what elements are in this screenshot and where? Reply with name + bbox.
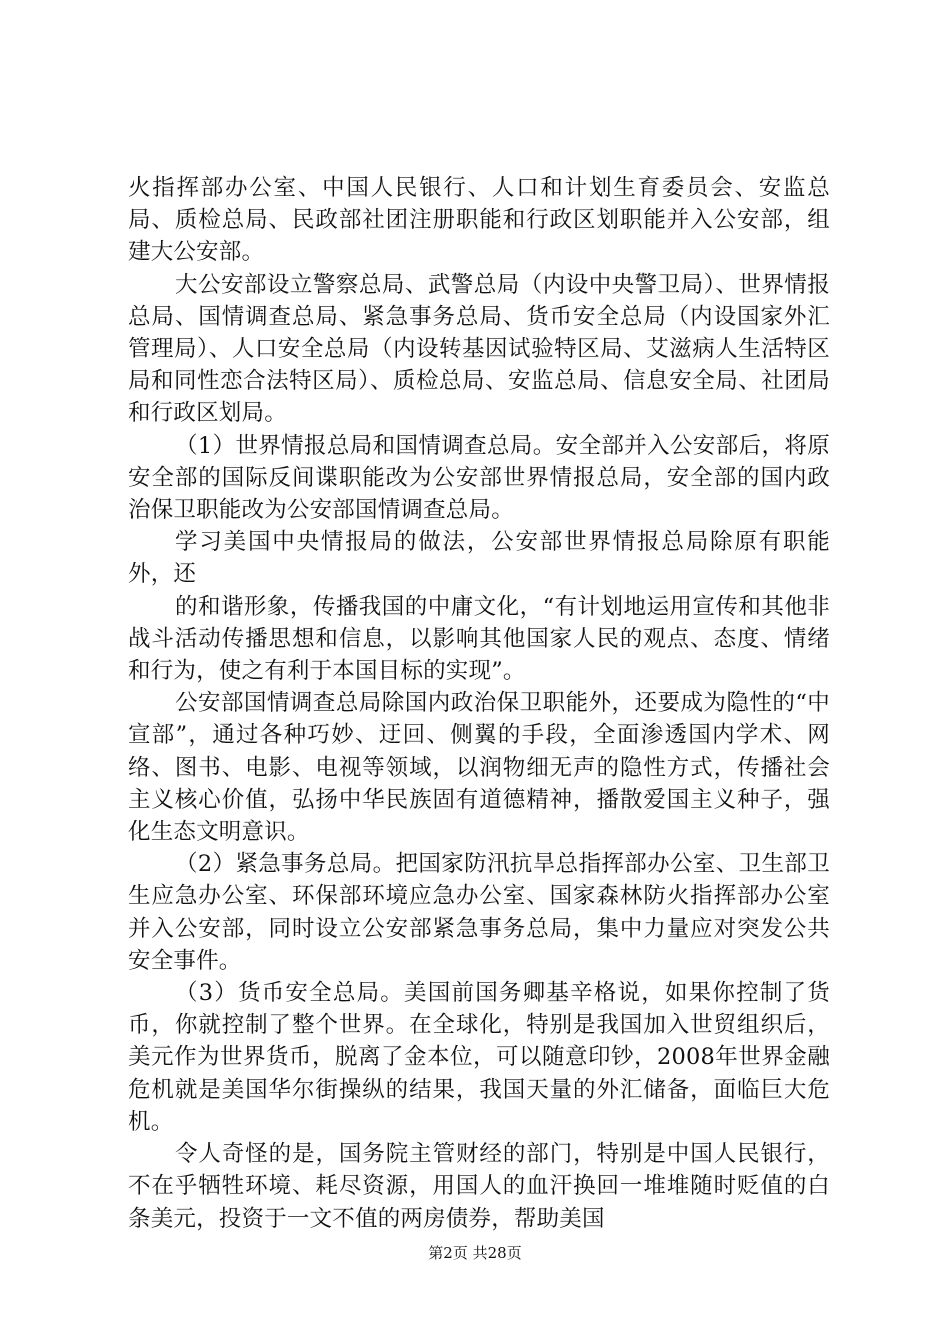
document-body	[128, 172, 830, 1235]
paragraph-2: 大公安部设立警察总局、武警总局（内设中央警卫局）、世界情报总局、国情调查总局、紧急事务总局、货币安全总局（内设国家外汇管理局）、人口安全总局（内设转基因试验特区局、艾滋病人生活特区局和同性恋合法特区局）、质检总局、安监总局、信息安全局、社团局和行政区划局。	[128, 271, 830, 427]
page-footer	[0, 1244, 950, 1262]
paragraph-5: 的和谐形象，传播我国的中庸文化，“有计划地运用宣传和其他非战斗活动传播思想和信息，以影响其他国家人民的观点、态度、情绪和行为，使之有利于本国目标的实现”。	[128, 593, 830, 685]
paragraph-8: （3）货币安全总局。美国前国务卿基辛格说，如果你控制了货币，你就控制了整个世界。在全球化，特别是我国加入世贸组织后，美元作为世界货币，脱离了金本位，可以随意印钞，2008年世界金融危机就是美国华尔街操纵的结果，我国天量的外汇储备，面临巨大危机。	[128, 980, 830, 1135]
paragraph-6: 公安部国情调查总局除国内政治保卫职能外，还要成为隐性的“中宣部”，通过各种巧妙、迂回、侧翼的手段，全面渗透国内学术、网络、图书、电影、电视等领域，以润物细无声的隐性方式，传播社会主义核心价值，弘扬中华民族固有道德精神，播散爱国主义种子，强化生态文明意识。	[128, 690, 830, 846]
page-number-label: 第2页 共28页	[428, 1244, 522, 1262]
paragraph-4: 学习美国中央情报局的做法，公安部世界情报总局除原有职能外，还	[128, 529, 830, 588]
paragraph-9: 令人奇怪的是，国务院主管财经的部门，特别是中国人民银行，不在乎牺牲环境、耗尽资源，用国人的血汗换回一堆堆随时贬值的白条美元，投资于一文不值的两房债券，帮助美国	[128, 1141, 830, 1232]
paragraph-1: 火指挥部办公室、中国人民银行、人口和计划生育委员会、安监总局、质检总局、民政部社团注册职能和行政区划职能并入公安部，组建大公安部。	[128, 175, 830, 266]
paragraph-7: （2）紧急事务总局。把国家防汛抗旱总指挥部办公室、卫生部卫生应急办公室、环保部环境应急办公室、国家森林防火指挥部办公室并入公安部，同时设立公安部紧急事务总局，集中力量应对突发公共安全事件。	[128, 851, 830, 974]
paragraph-3: （1）世界情报总局和国情调查总局。安全部并入公安部后，将原安全部的国际反间谍职能改为公安部世界情报总局，安全部的国内政治保卫职能改为公安部国情调查总局。	[128, 432, 830, 524]
